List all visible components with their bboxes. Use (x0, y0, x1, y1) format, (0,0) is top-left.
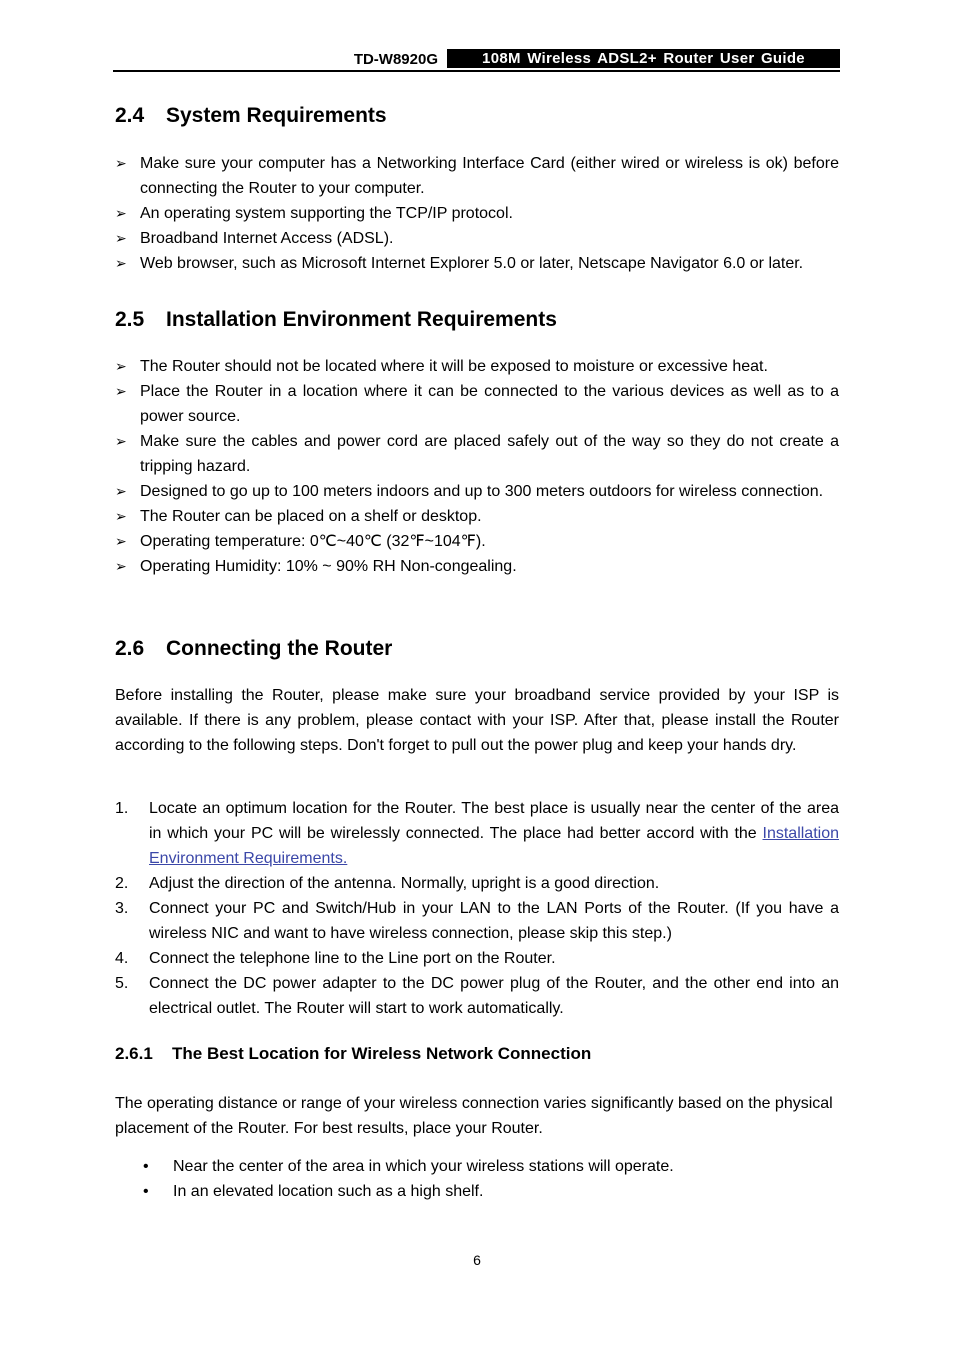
step-text: Adjust the direction of the antenna. Normally, upright is a good direction. (149, 875, 660, 892)
section-2-5-heading (115, 308, 557, 332)
step-item (115, 896, 839, 946)
step-number: 4. (115, 950, 129, 967)
arrow-bullet-icon: ➢ (115, 205, 127, 221)
page-number: 6 (473, 1252, 481, 1268)
list-item (115, 251, 839, 276)
header-model: TD-W8920G (353, 51, 438, 68)
arrow-bullet-icon: ➢ (115, 230, 127, 246)
list-item-text: Operating temperature: 0℃~40℃ (32℉~104℉). (140, 533, 486, 550)
arrow-bullet-icon: ➢ (115, 155, 127, 171)
section-2-6-heading (115, 637, 392, 661)
connecting-steps-list (115, 796, 839, 1021)
section-number: 2.6.1 (115, 1044, 153, 1063)
list-item-text: Broadband Internet Access (ADSL). (140, 230, 394, 247)
installation-environment-list (115, 354, 839, 579)
list-item-text: In an elevated location such as a high shelf. (173, 1183, 484, 1200)
step-text: Connect your PC and Switch/Hub in your LAN to the LAN Ports of the Router. (If you have a wireless NIC and want to have wireless connection, please skip this step.) (149, 900, 839, 942)
step-number: 3. (115, 900, 129, 917)
arrow-bullet-icon: ➢ (115, 383, 127, 399)
location-intro-paragraph: The operating distance or range of your wireless connection varies significantly based on the physical placement of the Router. For best results, place your Router. (115, 1095, 833, 1137)
step-item (115, 871, 839, 896)
arrow-bullet-icon: ➢ (115, 483, 127, 499)
section-2-4-heading (115, 104, 387, 128)
list-item-text: Make sure the cables and power cord are placed safely out of the way so they do not create a tripping hazard. (140, 433, 839, 475)
step-item (115, 946, 839, 971)
list-item (143, 1154, 839, 1179)
list-item-text: Near the center of the area in which your wireless stations will operate. (173, 1158, 674, 1175)
arrow-bullet-icon: ➢ (115, 358, 127, 374)
list-item (115, 479, 839, 504)
step-text: Connect the DC power adapter to the DC power plug of the Router, and the other end into an electrical outlet. The Router will start to work automatically. (149, 975, 839, 1017)
list-item (115, 379, 839, 429)
step-number: 5. (115, 975, 129, 992)
list-item (115, 201, 839, 226)
step-text: Connect the telephone line to the Line port on the Router. (149, 950, 556, 967)
header-title: 108M Wireless ADSL2+ Router User Guide (447, 49, 840, 68)
step-item (115, 971, 839, 1021)
list-item-text: The Router should not be located where it will be exposed to moisture or excessive heat. (140, 358, 768, 375)
arrow-bullet-icon: ➢ (115, 433, 127, 449)
list-item (115, 504, 839, 529)
arrow-bullet-icon: ➢ (115, 255, 127, 271)
installation-requirements-link[interactable]: Installation Environment Requirements. (149, 825, 839, 867)
step-item (115, 796, 839, 871)
step-number: 1. (115, 800, 129, 817)
list-item-text: The Router can be placed on a shelf or desktop. (140, 508, 482, 525)
page-header (113, 49, 840, 70)
list-item-text: Web browser, such as Microsoft Internet Explorer 5.0 or later, Netscape Navigator 6.0 or later. (140, 255, 804, 272)
section-title: System Requirements (166, 104, 387, 127)
section-number: 2.6 (115, 637, 145, 660)
section-title: Connecting the Router (166, 637, 393, 660)
list-item-text: Operating Humidity: 10% ~ 90% RH Non-congealing. (140, 558, 517, 575)
section-title: Installation Environment Requirements (166, 308, 557, 331)
section-number: 2.5 (115, 308, 145, 331)
list-item (115, 529, 839, 554)
step-number: 2. (115, 875, 129, 892)
list-item (115, 554, 839, 579)
section-number: 2.4 (115, 104, 145, 127)
list-item-text: An operating system supporting the TCP/IP protocol. (140, 205, 513, 222)
list-item (115, 429, 839, 479)
list-item-text: Make sure your computer has a Networking Interface Card (either wired or wireless is ok) before connecting the Router to your computer. (140, 155, 839, 197)
section-title: The Best Location for Wireless Network Connection (172, 1044, 592, 1063)
connecting-intro-paragraph: Before installing the Router, please make sure your broadband service provided by your ISP is available. If there is any problem, please contact with your ISP. After that, please install the Router according to the following steps. Don't forget to pull out the power plug and keep your hands dry. (115, 687, 839, 754)
location-list (143, 1154, 839, 1204)
list-item (115, 354, 839, 379)
arrow-bullet-icon: ➢ (115, 533, 127, 549)
list-item-text: Designed to go up to 100 meters indoors and up to 300 meters outdoors for wireless connection. (140, 483, 824, 500)
list-item-text: Place the Router in a location where it can be connected to the various devices as well as to a power source. (140, 383, 839, 425)
arrow-bullet-icon: ➢ (115, 558, 127, 574)
bullet-dot-icon: • (143, 1158, 149, 1175)
system-requirements-list (115, 151, 839, 276)
section-2-6-1-heading (115, 1044, 591, 1064)
list-item (143, 1179, 839, 1204)
step-text: Locate an optimum location for the Router. The best place is usually near the center of the area in which your PC will be wirelessly connected. The place had better accord with the (149, 800, 839, 842)
list-item (115, 151, 839, 201)
list-item (115, 226, 839, 251)
header-rule (113, 70, 840, 72)
arrow-bullet-icon: ➢ (115, 508, 127, 524)
bullet-dot-icon: • (143, 1183, 149, 1200)
